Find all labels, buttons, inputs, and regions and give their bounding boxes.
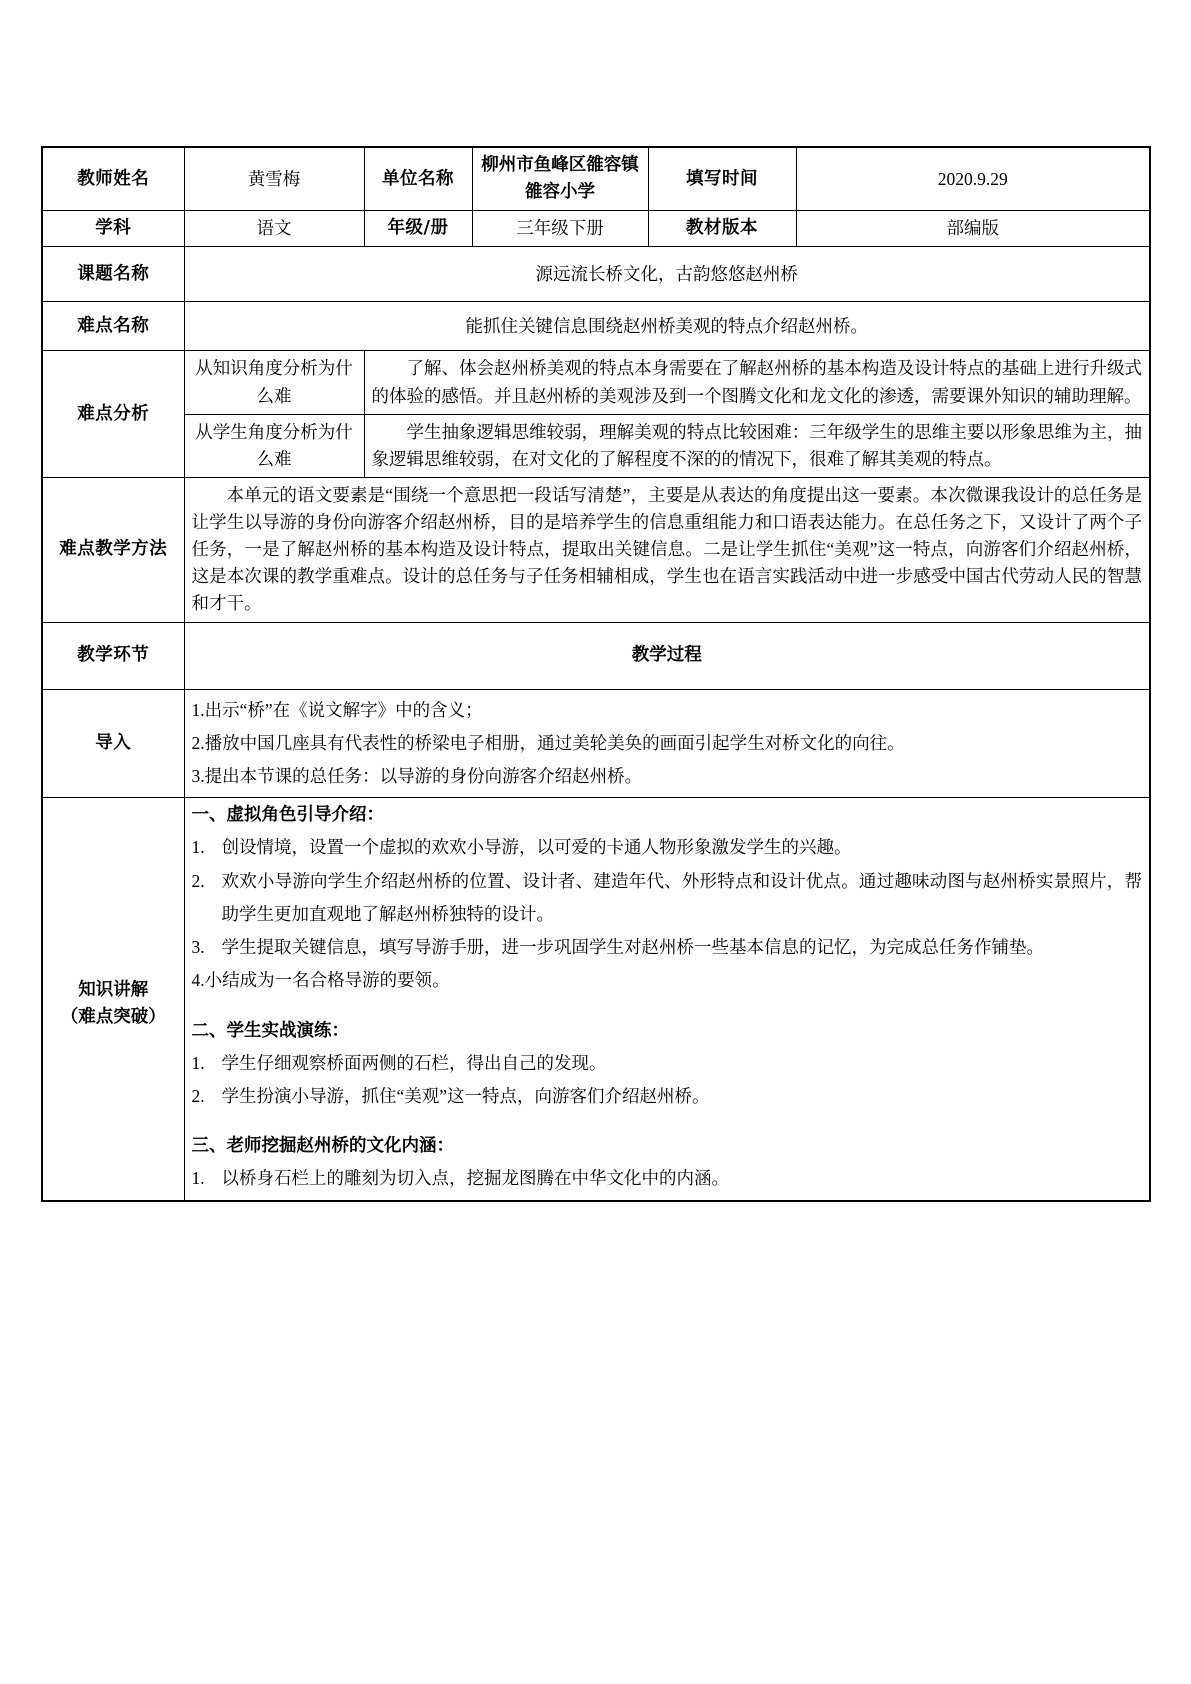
value-teacher-name: 黄雪梅 bbox=[184, 147, 364, 211]
label-topic-name: 课题名称 bbox=[42, 247, 184, 302]
item-text: 以桥身石栏上的雕刻为切入点，挖掘龙图腾在中华文化中的内涵。 bbox=[221, 1168, 729, 1189]
text-student-angle: 学生抽象逻辑思维较弱，理解美观的特点比较困难：三年级学生的思维主要以形象思维为主，抽象逻辑思维较弱，在对文化的了解程度不深的的情况下，很难了解其美观的特点。 bbox=[364, 414, 1150, 477]
table-row-knowledge-explanation bbox=[42, 798, 1150, 1201]
item-number: 1. bbox=[191, 1052, 205, 1073]
intro-item-2: 2.播放中国几座具有代表性的桥梁电子相册，通过美轮美奂的画面引起学生对桥文化的向往。 bbox=[191, 732, 905, 753]
item-number: 2. bbox=[191, 870, 205, 891]
item-number: 3. bbox=[191, 937, 205, 958]
item-text: 欢欢小导游向学生介绍赵州桥的位置、设计者、建造年代、外形特点和设计优点。通过趣味动图与赵州桥实景照片，帮助学生更加直观地了解赵州桥独特的设计。 bbox=[221, 870, 1142, 924]
value-textbook-edition: 部编版 bbox=[796, 211, 1150, 247]
value-fill-date: 2020.9.29 bbox=[796, 147, 1150, 211]
section-heading-3: 三、老师挖掘赵州桥的文化内涵： bbox=[191, 1136, 454, 1157]
value-topic-name: 源远流长桥文化，古韵悠悠赵州桥 bbox=[184, 247, 1150, 302]
sub-label-student-angle: 从学生角度分析为什么难 bbox=[184, 414, 364, 477]
label-grade: 年级/册 bbox=[364, 211, 472, 247]
item-text: 创设情境，设置一个虚拟的欢欢小导游，以可爱的卡通人物形象激发学生的兴趣。 bbox=[221, 837, 852, 858]
knowledge-item-1-2 bbox=[192, 865, 1143, 932]
label-unit-name: 单位名称 bbox=[364, 147, 472, 211]
label-knowledge-line2: （难点突破） bbox=[60, 1006, 166, 1027]
lesson-plan-table bbox=[41, 146, 1151, 1202]
value-difficulty-name: 能抓住关键信息围绕赵州桥美观的特点介绍赵州桥。 bbox=[184, 302, 1150, 351]
label-teaching-method: 难点教学方法 bbox=[42, 477, 184, 622]
label-difficulty-analysis: 难点分析 bbox=[42, 351, 184, 478]
knowledge-item-1-1 bbox=[192, 831, 1143, 864]
section-spacer-1 bbox=[192, 998, 1143, 1018]
item-number: 1. bbox=[191, 1168, 205, 1189]
table-row-subject bbox=[42, 211, 1150, 247]
value-unit-name: 柳州市鱼峰区雒容镇雒容小学 bbox=[472, 147, 648, 211]
label-fill-date: 填写时间 bbox=[648, 147, 796, 211]
label-subject: 学科 bbox=[42, 211, 184, 247]
table-row-introduction bbox=[42, 689, 1150, 798]
label-introduction: 导入 bbox=[42, 689, 184, 798]
table-row-difficulty-name bbox=[42, 302, 1150, 351]
table-row-analysis-knowledge bbox=[42, 351, 1150, 414]
label-difficulty-name: 难点名称 bbox=[42, 302, 184, 351]
content-knowledge-explanation bbox=[184, 798, 1150, 1201]
section-heading-2: 二、学生实战演练： bbox=[191, 1020, 349, 1041]
value-subject: 语文 bbox=[184, 211, 364, 247]
label-teaching-stage: 教学环节 bbox=[42, 622, 184, 689]
knowledge-item-2-1 bbox=[192, 1047, 1143, 1080]
label-teaching-process: 教学过程 bbox=[184, 622, 1150, 689]
content-introduction bbox=[184, 689, 1150, 798]
item-text: 学生仔细观察桥面两侧的石栏，得出自己的发现。 bbox=[221, 1052, 607, 1073]
knowledge-item-1-3 bbox=[192, 931, 1143, 964]
item-text: 学生扮演小导游，抓住“美观”这一特点，向游客们介绍赵州桥。 bbox=[221, 1086, 710, 1106]
label-teacher-name: 教师姓名 bbox=[42, 147, 184, 211]
table-row-analysis-student bbox=[42, 414, 1150, 477]
section-spacer-2 bbox=[192, 1113, 1143, 1133]
text-knowledge-angle: 了解、体会赵州桥美观的特点本身需要在了解赵州桥的基本构造及设计特点的基础上进行升级式的体验的感悟。并且赵州桥的美观涉及到一个图腾文化和龙文化的渗透，需要课外知识的辅助理解。 bbox=[364, 351, 1150, 414]
intro-item-1: 1.出示“桥”在《说文解字》中的含义； bbox=[191, 699, 483, 720]
table-row-teacher bbox=[42, 147, 1150, 211]
knowledge-item-2-2 bbox=[192, 1080, 1143, 1113]
knowledge-item-3-1 bbox=[192, 1162, 1143, 1195]
item-number: 1. bbox=[191, 837, 205, 858]
text-teaching-method: 本单元的语文要素是“围绕一个意思把一段话写清楚”，主要是从表达的角度提出这一要素。本次微课我设计的总任务是让学生以导游的身份向游客介绍赵州桥，目的是培养学生的信息重组能力和口语表达能力。在总任务之下，又设计了两个子任务，一是了解赵州桥的基本构造及设计特点，提取出关键信息。二是让学生抓住“美观”这一特点，向游客们介绍赵州桥，这是本次课的教学重难点。设计的总任务与子任务相辅相成，学生也在语言实践活动中进一步感受中国古代劳动人民的智慧和才干。 bbox=[184, 477, 1150, 622]
table-row-method bbox=[42, 477, 1150, 622]
intro-item-3: 3.提出本节课的总任务：以导游的身份向游客介绍赵州桥。 bbox=[191, 766, 643, 786]
item-number: 2. bbox=[191, 1086, 205, 1106]
item-text: 学生提取关键信息，填写导游手册，进一步巩固学生对赵州桥一些基本信息的记忆，为完成总任务作铺垫。 bbox=[221, 937, 1044, 958]
value-grade: 三年级下册 bbox=[472, 211, 648, 247]
table-row-topic bbox=[42, 247, 1150, 302]
label-knowledge-line1: 知识讲解 bbox=[78, 979, 149, 1000]
sub-label-knowledge-angle: 从知识角度分析为什么难 bbox=[184, 351, 364, 414]
label-knowledge-explanation bbox=[42, 798, 184, 1201]
knowledge-item-1-4: 4.小结成为一名合格导游的要领。 bbox=[191, 970, 450, 991]
label-textbook-edition: 教材版本 bbox=[648, 211, 796, 247]
section-heading-1: 一、虚拟角色引导介绍： bbox=[191, 805, 384, 826]
table-row-process-header bbox=[42, 622, 1150, 689]
